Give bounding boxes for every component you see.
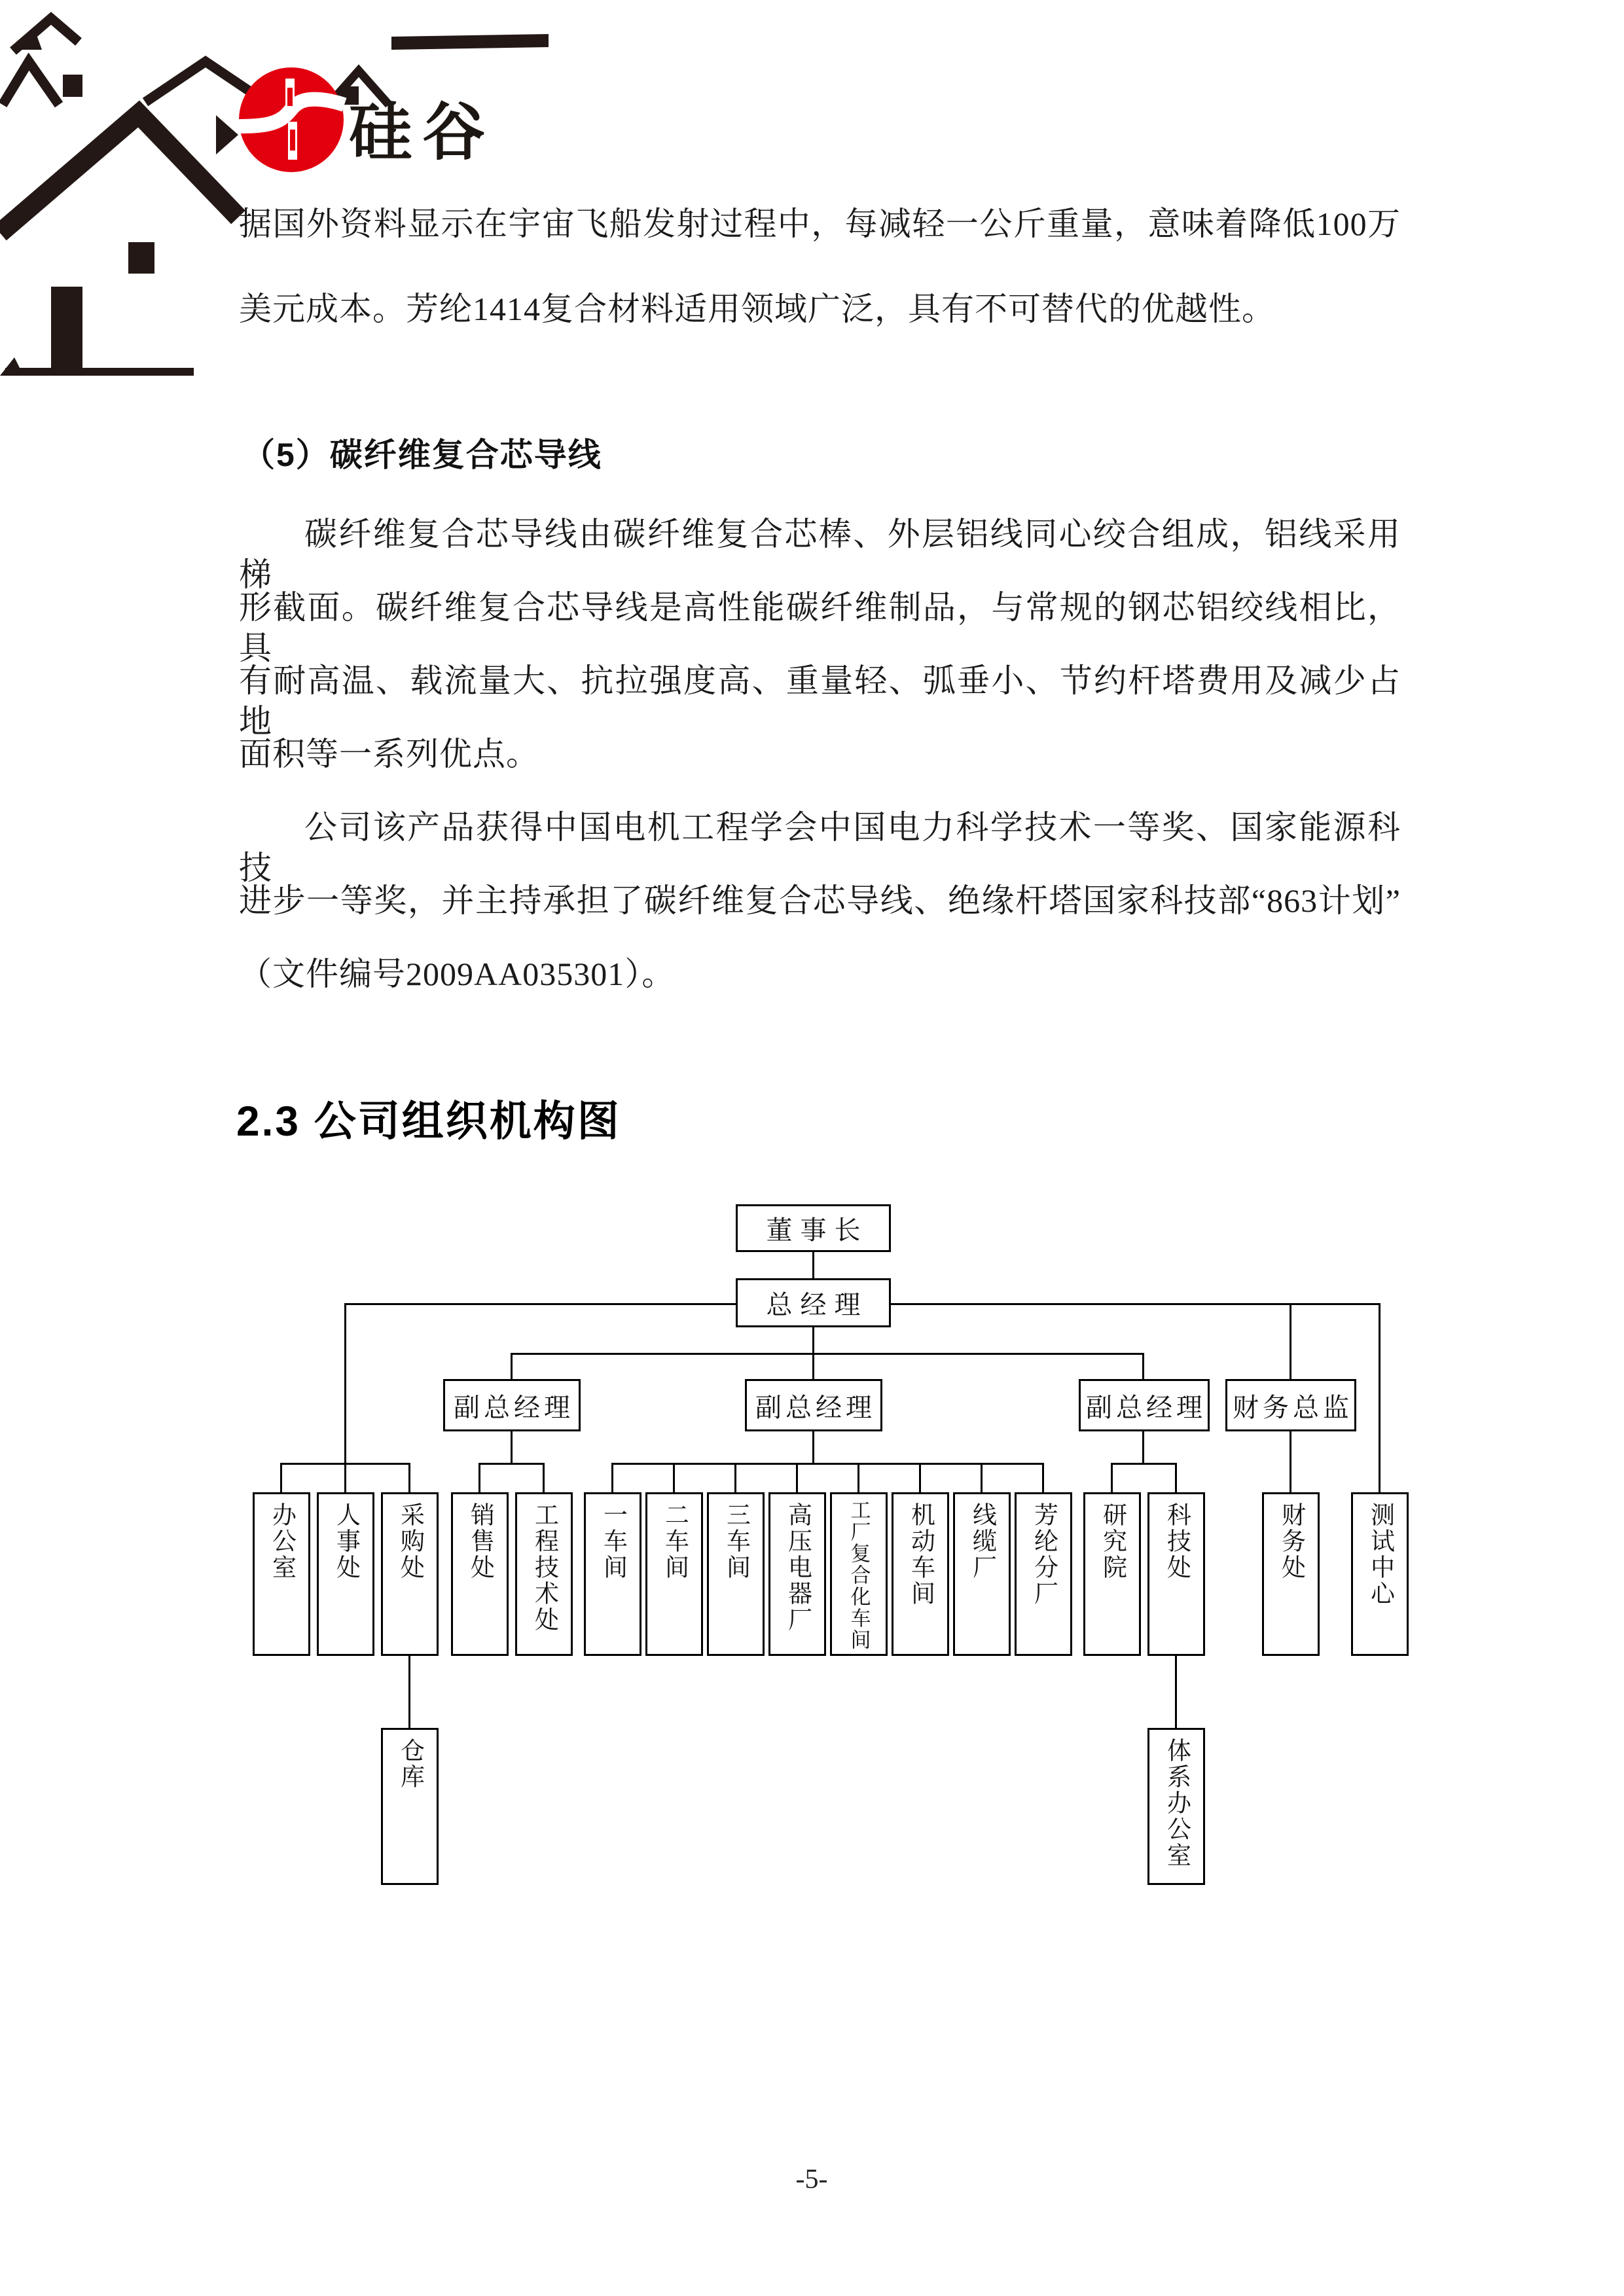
connector-drop-sales xyxy=(478,1463,480,1492)
connector-drop-composite xyxy=(857,1463,859,1492)
connector-drop-purchasing xyxy=(408,1463,410,1492)
org-node-sales: 销售处 xyxy=(451,1492,509,1656)
paragraph1-line1: 据国外资料显示在宇宙飞船发射过程中，每减轻一公斤重量，意味着降低100万 xyxy=(239,206,1401,242)
connector-vgm-bus xyxy=(511,1353,1144,1355)
org-node-deputy-gm-3: 副总经理 xyxy=(1079,1379,1210,1431)
org-node-workshop-3: 三车间 xyxy=(707,1492,765,1656)
connector-drop-hr xyxy=(344,1463,346,1492)
connector-drop-hv xyxy=(796,1463,798,1492)
org-node-workshop-2: 二车间 xyxy=(645,1492,703,1656)
org-node-cable-factory: 线缆厂 xyxy=(953,1492,1011,1656)
org-node-deputy-gm-1: 副总经理 xyxy=(443,1379,581,1431)
connector-bus-vgm1 xyxy=(478,1463,545,1465)
org-node-warehouse: 仓库 xyxy=(381,1728,439,1885)
connector-vgm2-down xyxy=(812,1431,814,1465)
connector-drop-scitech xyxy=(1175,1463,1177,1492)
org-node-finance: 财务处 xyxy=(1262,1492,1320,1656)
paragraph2-line4: 面积等一系列优点。 xyxy=(239,736,539,772)
logo-brand-text: 硅谷 xyxy=(349,98,496,168)
connector-arm-testcenter xyxy=(1379,1303,1380,1492)
connector-drop-motor xyxy=(919,1463,921,1492)
connector-cfo-finance xyxy=(1290,1431,1291,1492)
org-node-test-center: 测试中心 xyxy=(1351,1492,1409,1656)
connector-purchasing-warehouse xyxy=(408,1656,410,1728)
connector-drop-institute xyxy=(1111,1463,1113,1492)
org-node-motor-workshop: 机动车间 xyxy=(892,1492,949,1656)
org-node-workshop-1: 一车间 xyxy=(584,1492,641,1656)
section-heading-5: （5）碳纤维复合芯导线 xyxy=(242,437,602,473)
connector-leftarm-down xyxy=(344,1303,346,1465)
connector-drop-vgm2 xyxy=(812,1353,814,1379)
section-heading-2-3: 2.3 公司组织机构图 xyxy=(236,1098,621,1145)
page-number: -5- xyxy=(795,2164,828,2195)
org-node-system-office: 体系办公室 xyxy=(1147,1728,1205,1885)
connector-drop-vgm3 xyxy=(1142,1353,1144,1379)
org-node-deputy-gm-2: 副总经理 xyxy=(745,1379,882,1431)
connector-gm-right-arm xyxy=(890,1303,1380,1305)
org-node-chairman: 董事长 xyxy=(736,1204,891,1252)
connector-drop-engineering xyxy=(543,1463,545,1492)
org-node-sci-tech: 科技处 xyxy=(1147,1492,1205,1656)
connector-bus-vgm3 xyxy=(1111,1463,1177,1465)
paragraph2-line1: 碳纤维复合芯导线由碳纤维复合芯棒、外层铝线同心绞合组成，铝线采用梯 xyxy=(239,516,1401,593)
org-node-hv-electric-factory: 高压电器厂 xyxy=(768,1492,826,1656)
connector-drop-ws2 xyxy=(673,1463,675,1492)
paragraph2-line3: 有耐高温、载流量大、抗拉强度高、重量轻、弧垂小、节约杆塔费用及减少占地 xyxy=(239,662,1401,740)
connector-gm-down xyxy=(812,1327,814,1355)
connector-drop-aramid xyxy=(1042,1463,1044,1492)
paragraph1-line2: 美元成本。芳纶1414复合材料适用领域广泛，具有不可替代的优越性。 xyxy=(239,291,1275,327)
org-node-cfo: 财务总监 xyxy=(1225,1379,1356,1431)
connector-drop-ws1 xyxy=(611,1463,613,1492)
connector-chairman-gm xyxy=(812,1252,814,1278)
org-node-engineering-tech: 工程技术处 xyxy=(515,1492,573,1656)
paragraph3-line1: 公司该产品获得中国电机工程学会中国电力科学技术一等奖、国家能源科技 xyxy=(239,809,1401,886)
org-node-aramid-branch: 芳纶分厂 xyxy=(1015,1492,1072,1656)
connector-bus-vgm2 xyxy=(611,1463,1044,1465)
org-node-office: 办公室 xyxy=(253,1492,310,1656)
connector-drop-cable xyxy=(981,1463,983,1492)
connector-drop-vgm1 xyxy=(511,1353,513,1379)
connector-vgm3-down xyxy=(1142,1431,1144,1465)
paragraph3-line3: （文件编号2009AA035301）。 xyxy=(239,956,676,992)
org-node-general-manager: 总经理 xyxy=(736,1278,891,1327)
org-node-hr: 人事处 xyxy=(317,1492,374,1656)
paragraph2-line2: 形截面。碳纤维复合芯导线是高性能碳纤维制品，与常规的钢芯铝绞线相比，具 xyxy=(239,589,1401,666)
connector-drop-office xyxy=(280,1463,282,1492)
connector-gm-left-arm xyxy=(346,1303,737,1305)
logo-emblem xyxy=(230,59,352,181)
org-node-purchasing: 采购处 xyxy=(381,1492,439,1656)
org-node-composite-workshop: 工厂复合化车间 xyxy=(830,1492,888,1656)
connector-scitech-systemoffice xyxy=(1175,1656,1177,1728)
connector-arm-cfo xyxy=(1290,1303,1291,1379)
connector-drop-ws3 xyxy=(734,1463,736,1492)
org-node-research-institute: 研究院 xyxy=(1083,1492,1141,1656)
connector-vgm1-down xyxy=(511,1431,513,1465)
paragraph3-line2: 进步一等奖，并主持承担了碳纤维复合芯导线、绝缘杆塔国家科技部“863计划” xyxy=(239,882,1401,919)
